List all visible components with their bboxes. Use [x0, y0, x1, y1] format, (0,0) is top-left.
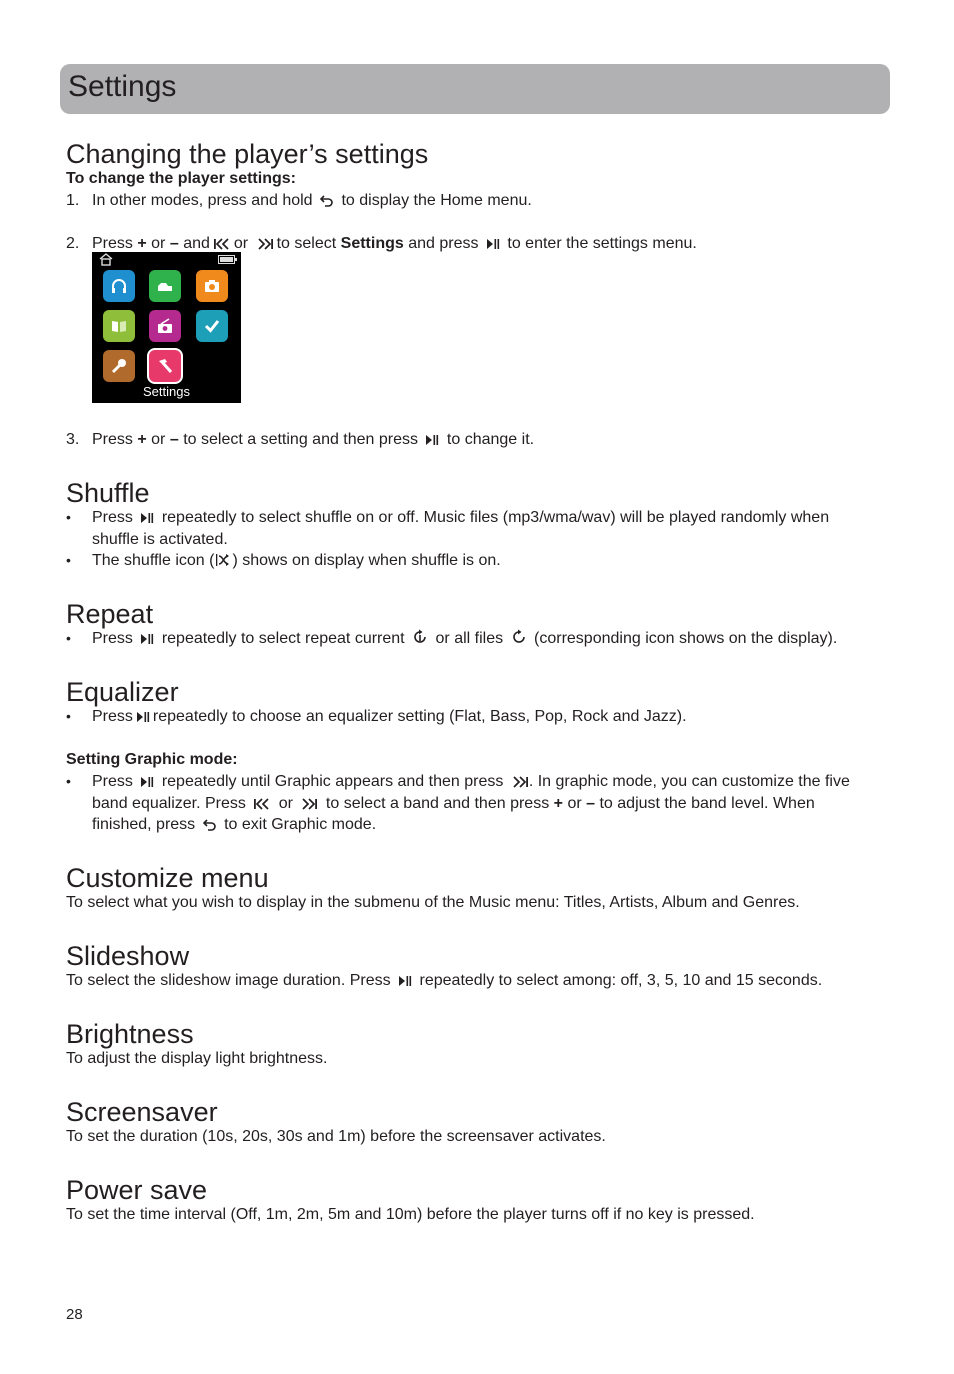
equalizer-bullet-1 [92, 706, 687, 727]
back-icon [203, 817, 217, 831]
previous-icon [253, 798, 271, 810]
step-2-tail: to enter the settings menu. [507, 235, 697, 252]
step-3-or: or [151, 431, 166, 448]
settings-app-icon [149, 350, 181, 382]
photo-app-icon [196, 270, 228, 302]
repeat-all-icon [511, 629, 527, 645]
equalizer-press: Press [92, 708, 133, 725]
step-2-and-press: and press [408, 235, 479, 252]
heading-changing-settings: Changing the player’s settings [66, 139, 429, 169]
next-icon [300, 798, 318, 810]
device-home-screen [92, 252, 241, 403]
graphic-finished: finished, press [92, 816, 196, 833]
repeat-all-files: or all files [435, 630, 504, 647]
repeat-one-icon [412, 629, 428, 645]
heading-power-save: Power save [66, 1175, 208, 1205]
slideshow-text [66, 970, 822, 991]
battery-icon [218, 255, 237, 264]
play-pause-icon [425, 434, 439, 446]
next-icon [256, 238, 274, 250]
music-app-icon [103, 270, 135, 302]
play-pause-icon [140, 512, 154, 524]
step-2-or-2: or [233, 235, 249, 252]
checkmark-app-icon [196, 310, 228, 342]
ebook-app-icon [103, 310, 135, 342]
radio-app-icon [149, 310, 181, 342]
shuffle-icon-text-b: ) shows on display when shuffle is on. [232, 552, 501, 569]
step-1-part-b: to display the Home menu. [341, 192, 532, 209]
graphic-band-press: band equalizer. Press [92, 795, 246, 812]
minus-key: – [169, 431, 179, 448]
graphic-or: or [278, 795, 294, 812]
repeat-desc: repeatedly to select repeat current [161, 630, 405, 647]
step-number-3: 3. [66, 431, 80, 448]
plus-key: + [137, 431, 147, 448]
repeat-tail: (corresponding icon shows on the display). [534, 630, 838, 647]
graphic-adjust: to adjust the band level. When [599, 795, 815, 812]
graphic-line-2 [92, 793, 815, 814]
heading-brightness: Brightness [66, 1019, 194, 1049]
graphic-mode-heading: Setting Graphic mode: [66, 751, 238, 768]
customize-text: To select what you wish to display in the submenu of the Music menu: Titles, Artists, Album and Genres. [66, 894, 800, 911]
step-1-text [92, 190, 532, 211]
graphic-or-2: or [567, 795, 582, 812]
graphic-line-1 [92, 771, 850, 792]
shuffle-bullet-1-line-2: shuffle is activated. [92, 531, 228, 548]
shuffle-desc: repeatedly to select shuffle on or off. Music files (mp3/wma/wav) will be played randomly when [161, 509, 830, 526]
heading-slideshow: Slideshow [66, 941, 190, 971]
step-2-settings-bold: Settings [340, 235, 404, 252]
step-2-and: and [183, 235, 210, 252]
plus-key: + [553, 795, 563, 812]
play-pause-icon [398, 975, 412, 987]
screensaver-text: To set the duration (10s, 20s, 30s and 1m) before the screensaver activates. [66, 1128, 606, 1145]
shuffle-icon-text-a: The shuffle icon ( [92, 552, 215, 569]
shuffle-bullet-2 [92, 550, 501, 571]
back-icon [320, 193, 334, 207]
bullet: • [66, 552, 71, 568]
step-2-to-select: to select [276, 235, 337, 252]
heading-equalizer: Equalizer [66, 677, 179, 707]
step-2-text [92, 233, 697, 254]
heading-repeat: Repeat [66, 599, 154, 629]
bullet: • [66, 509, 71, 525]
graphic-press: Press [92, 773, 133, 790]
step-number-2: 2. [66, 235, 80, 252]
step-number-1: 1. [66, 192, 80, 209]
play-pause-icon [140, 633, 154, 645]
video-app-icon [149, 270, 181, 302]
heading-screensaver: Screensaver [66, 1097, 218, 1127]
repeat-press: Press [92, 630, 133, 647]
slideshow-text-b: repeatedly to select among: off, 3, 5, 10 and 15 seconds. [419, 972, 823, 989]
equalizer-desc: repeatedly to choose an equalizer setting (Flat, Bass, Pop, Rock and Jazz). [152, 708, 687, 725]
section-banner [60, 64, 890, 114]
graphic-line-3 [92, 814, 376, 835]
step-1-part-a: In other modes, press and hold [92, 192, 313, 209]
shuffle-icon [215, 553, 231, 567]
minus-key: – [169, 235, 179, 252]
step-2-or: or [151, 235, 166, 252]
step-3-tail: to change it. [446, 431, 535, 448]
graphic-desc: repeatedly until Graphic appears and then press [161, 773, 504, 790]
slideshow-text-a: To select the slideshow image duration. Press [66, 972, 391, 989]
brightness-text: To adjust the display light brightness. [66, 1050, 328, 1067]
heading-shuffle: Shuffle [66, 478, 150, 508]
previous-icon [213, 238, 231, 250]
step-3-press: Press [92, 431, 133, 448]
powersave-text: To set the time interval (Off, 1m, 2m, 5m and 10m) before the player turns off if no key is pressed. [66, 1206, 755, 1223]
shuffle-bullet-1-line-1 [92, 507, 829, 528]
subheading-change-settings: To change the player settings: [66, 170, 296, 187]
repeat-bullet-1 [92, 628, 837, 649]
next-icon [511, 776, 529, 788]
graphic-exit: to exit Graphic mode. [224, 816, 377, 833]
plus-key: + [137, 235, 147, 252]
home-icon [99, 253, 113, 266]
minus-key: – [586, 795, 596, 812]
play-pause-icon [140, 776, 154, 788]
bullet: • [66, 708, 71, 724]
graphic-desc-2: . In graphic mode, you can customize the five [528, 773, 850, 790]
shuffle-press: Press [92, 509, 133, 526]
screen-settings-label: Settings [143, 384, 190, 399]
page-number: 28 [66, 1306, 83, 1323]
step-3-middle: to select a setting and then press [183, 431, 419, 448]
step-3-text [92, 429, 534, 450]
play-pause-icon [136, 711, 150, 723]
bullet: • [66, 773, 71, 789]
heading-customize-menu: Customize menu [66, 863, 269, 893]
tools-app-icon [103, 350, 135, 382]
step-2-press: Press [92, 235, 133, 252]
banner-title: Settings [68, 70, 177, 103]
bullet: • [66, 630, 71, 646]
graphic-select-band: to select a band and then press [325, 795, 550, 812]
play-pause-icon [486, 238, 500, 250]
